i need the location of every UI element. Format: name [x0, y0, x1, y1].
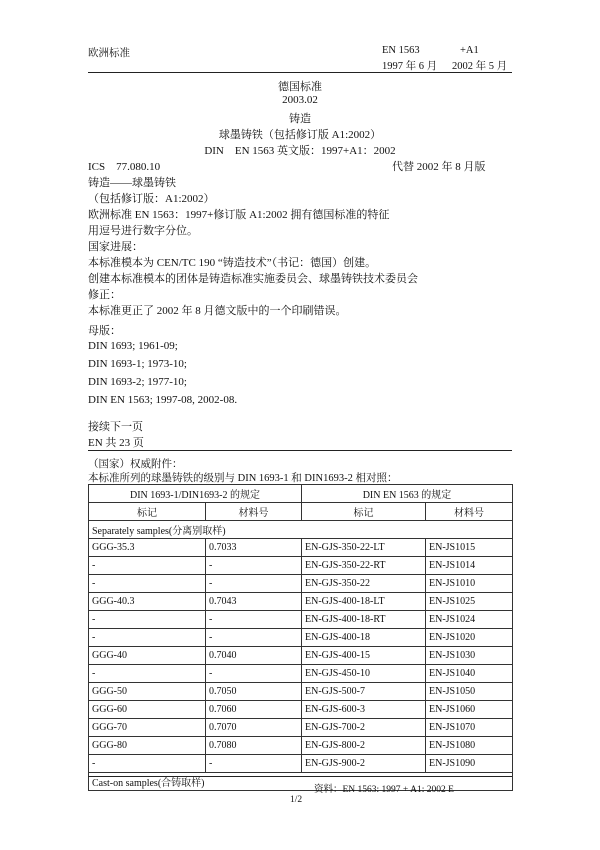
cell-en-designation: EN-GJS-400-15: [302, 647, 426, 665]
cell-en-material: EN-JS1050: [426, 683, 513, 701]
cell-din-material: 0.7060: [206, 701, 302, 719]
cell-en-designation: EN-GJS-450-10: [302, 665, 426, 683]
cell-din-designation: GGG-70: [89, 719, 206, 737]
cell-din-material: 0.7070: [206, 719, 302, 737]
cell-en-designation: EN-GJS-400-18-LT: [302, 593, 426, 611]
table-row: [89, 737, 513, 755]
header-amendment: +A1: [460, 45, 479, 56]
body-line: 修正：: [88, 289, 121, 301]
cell-din-material: 0.7050: [206, 683, 302, 701]
replaces-edition: 代替 2002 年 8 月版: [392, 161, 486, 173]
cell-en-designation: EN-GJS-350-22-RT: [302, 557, 426, 575]
title-line-3: 铸造: [289, 113, 311, 125]
continued-note: 接续下一页: [88, 421, 143, 433]
cell-din-material: -: [206, 557, 302, 575]
cell-en-material: EN-JS1024: [426, 611, 513, 629]
cell-en-material: EN-JS1070: [426, 719, 513, 737]
cell-din-designation: GGG-35.3: [89, 539, 206, 557]
title-line-5: DIN EN 1563 英文版：1997+A1：2002: [204, 145, 396, 157]
cell-en-designation: EN-GJS-800-2: [302, 737, 426, 755]
cell-din-material: -: [206, 665, 302, 683]
table-row: [89, 557, 513, 575]
annex-intro: 本标准所列的球墨铸铁的级别与 DIN 1693-1 和 DIN1693-2 相对照：: [88, 473, 398, 484]
ics-code: ICS 77.080.10: [88, 161, 161, 173]
cell-din-material: 0.7080: [206, 737, 302, 755]
cell-din-material: -: [206, 755, 302, 773]
table-row: [89, 719, 513, 737]
column-header-din-designation: 标记: [89, 503, 206, 521]
body-line: 用逗号进行数字分位。: [88, 225, 198, 237]
group-header-din: DIN 1693-1/DIN1693-2 的规定: [89, 485, 302, 503]
header-date-original: 1997 年 6 月: [382, 61, 438, 72]
total-pages: EN 共 23 页: [88, 437, 144, 449]
cell-en-designation: EN-GJS-400-18-RT: [302, 611, 426, 629]
body-line: 铸造——球墨铸铁: [88, 177, 176, 189]
group-header-en: DIN EN 1563 的规定: [302, 485, 513, 503]
cell-en-material: EN-JS1020: [426, 629, 513, 647]
cell-din-designation: -: [89, 629, 206, 647]
title-line-1: 德国标准: [278, 81, 322, 93]
footer-source: 资料：EN 1563: 1997 + A1: 2002 E: [314, 785, 454, 795]
cell-din-designation: GGG-80: [89, 737, 206, 755]
cell-en-designation: EN-GJS-400-18: [302, 629, 426, 647]
body-line: （包括修订版：A1:2002）: [88, 193, 215, 205]
cell-din-designation: -: [89, 611, 206, 629]
cell-din-designation: -: [89, 557, 206, 575]
cell-en-designation: EN-GJS-900-2: [302, 755, 426, 773]
table-row: [89, 575, 513, 593]
table-row: [89, 701, 513, 719]
cell-en-designation: EN-GJS-700-2: [302, 719, 426, 737]
cell-din-designation: GGG-40.3: [89, 593, 206, 611]
table-row: [89, 593, 513, 611]
cell-din-material: 0.7040: [206, 647, 302, 665]
cell-din-material: 0.7033: [206, 539, 302, 557]
cell-en-material: EN-JS1025: [426, 593, 513, 611]
cell-en-material: EN-JS1030: [426, 647, 513, 665]
body-line: 母版：: [88, 325, 121, 337]
body-line: 欧洲标准 EN 1563：1997+修订版 A1:2002 拥有德国标准的特征: [88, 209, 390, 221]
table-row: [89, 665, 513, 683]
cell-din-material: 0.7043: [206, 593, 302, 611]
body-line: DIN 1693-1; 1973-10;: [88, 358, 187, 370]
footer-rule: [88, 776, 512, 777]
cell-en-material: EN-JS1060: [426, 701, 513, 719]
body-line: DIN 1693; 1961-09;: [88, 340, 178, 352]
column-header-din-material-number: 材料号: [206, 503, 302, 521]
cell-en-designation: EN-GJS-350-22: [302, 575, 426, 593]
cell-en-material: EN-JS1090: [426, 755, 513, 773]
title-line-4: 球墨铸铁（包括修订版 A1:2002）: [218, 129, 382, 141]
header-date-amendment: 2002 年 5 月: [452, 61, 508, 72]
table-row: [89, 647, 513, 665]
table-row: [89, 683, 513, 701]
cell-din-material: -: [206, 575, 302, 593]
annex-heading: （国家）权威附件：: [88, 459, 183, 470]
table-row: [89, 755, 513, 773]
body-line: 本标准模本为 CEN/TC 190 “铸造技术”（书记：德国）创建。: [88, 257, 377, 269]
cell-din-designation: GGG-40: [89, 647, 206, 665]
grade-comparison-table: [88, 484, 513, 791]
table-section-row: [89, 521, 513, 539]
table-sub-header-row: [89, 503, 513, 521]
body-line: DIN 1693-2; 1977-10;: [88, 376, 187, 388]
cell-en-material: EN-JS1014: [426, 557, 513, 575]
body-line: DIN EN 1563; 1997-08, 2002-08.: [88, 394, 238, 406]
cell-din-material: -: [206, 629, 302, 647]
cell-en-material: EN-JS1040: [426, 665, 513, 683]
cell-din-designation: -: [89, 575, 206, 593]
column-header-en-material-number: 材料号: [426, 503, 513, 521]
cell-en-designation: EN-GJS-600-3: [302, 701, 426, 719]
cell-en-material: EN-JS1015: [426, 539, 513, 557]
table-group-header-row: [89, 485, 513, 503]
cell-din-designation: -: [89, 755, 206, 773]
cell-en-material: EN-JS1080: [426, 737, 513, 755]
body-line: 本标准更正了 2002 年 8 月德文版中的一个印刷错误。: [88, 305, 347, 317]
cell-en-designation: EN-GJS-350-22-LT: [302, 539, 426, 557]
table-row: [89, 629, 513, 647]
header-standard-number: EN 1563: [382, 45, 420, 56]
header-left-label: 欧洲标准: [88, 48, 130, 59]
body-line: 创建本标准模本的团体是铸造标准实施委员会、球墨铸铁技术委员会: [88, 273, 418, 285]
table-row: [89, 539, 513, 557]
cell-din-designation: -: [89, 665, 206, 683]
cell-en-designation: EN-GJS-500-7: [302, 683, 426, 701]
header-rule: [88, 72, 512, 73]
cell-din-material: -: [206, 611, 302, 629]
cell-din-designation: GGG-60: [89, 701, 206, 719]
section-rule: [88, 450, 512, 451]
title-line-2: 2003.02: [282, 94, 318, 106]
cell-din-designation: GGG-50: [89, 683, 206, 701]
body-line: 国家进展：: [88, 241, 143, 253]
table-row: [89, 611, 513, 629]
cell-en-material: EN-JS1010: [426, 575, 513, 593]
footer-page-number: 1/2: [290, 795, 303, 805]
section-cast-on-samples: Cast-on samples(合铸取样): [89, 773, 513, 791]
section-separately-samples: Separately samples(分离别取样): [89, 521, 513, 539]
column-header-en-designation: 标记: [302, 503, 426, 521]
